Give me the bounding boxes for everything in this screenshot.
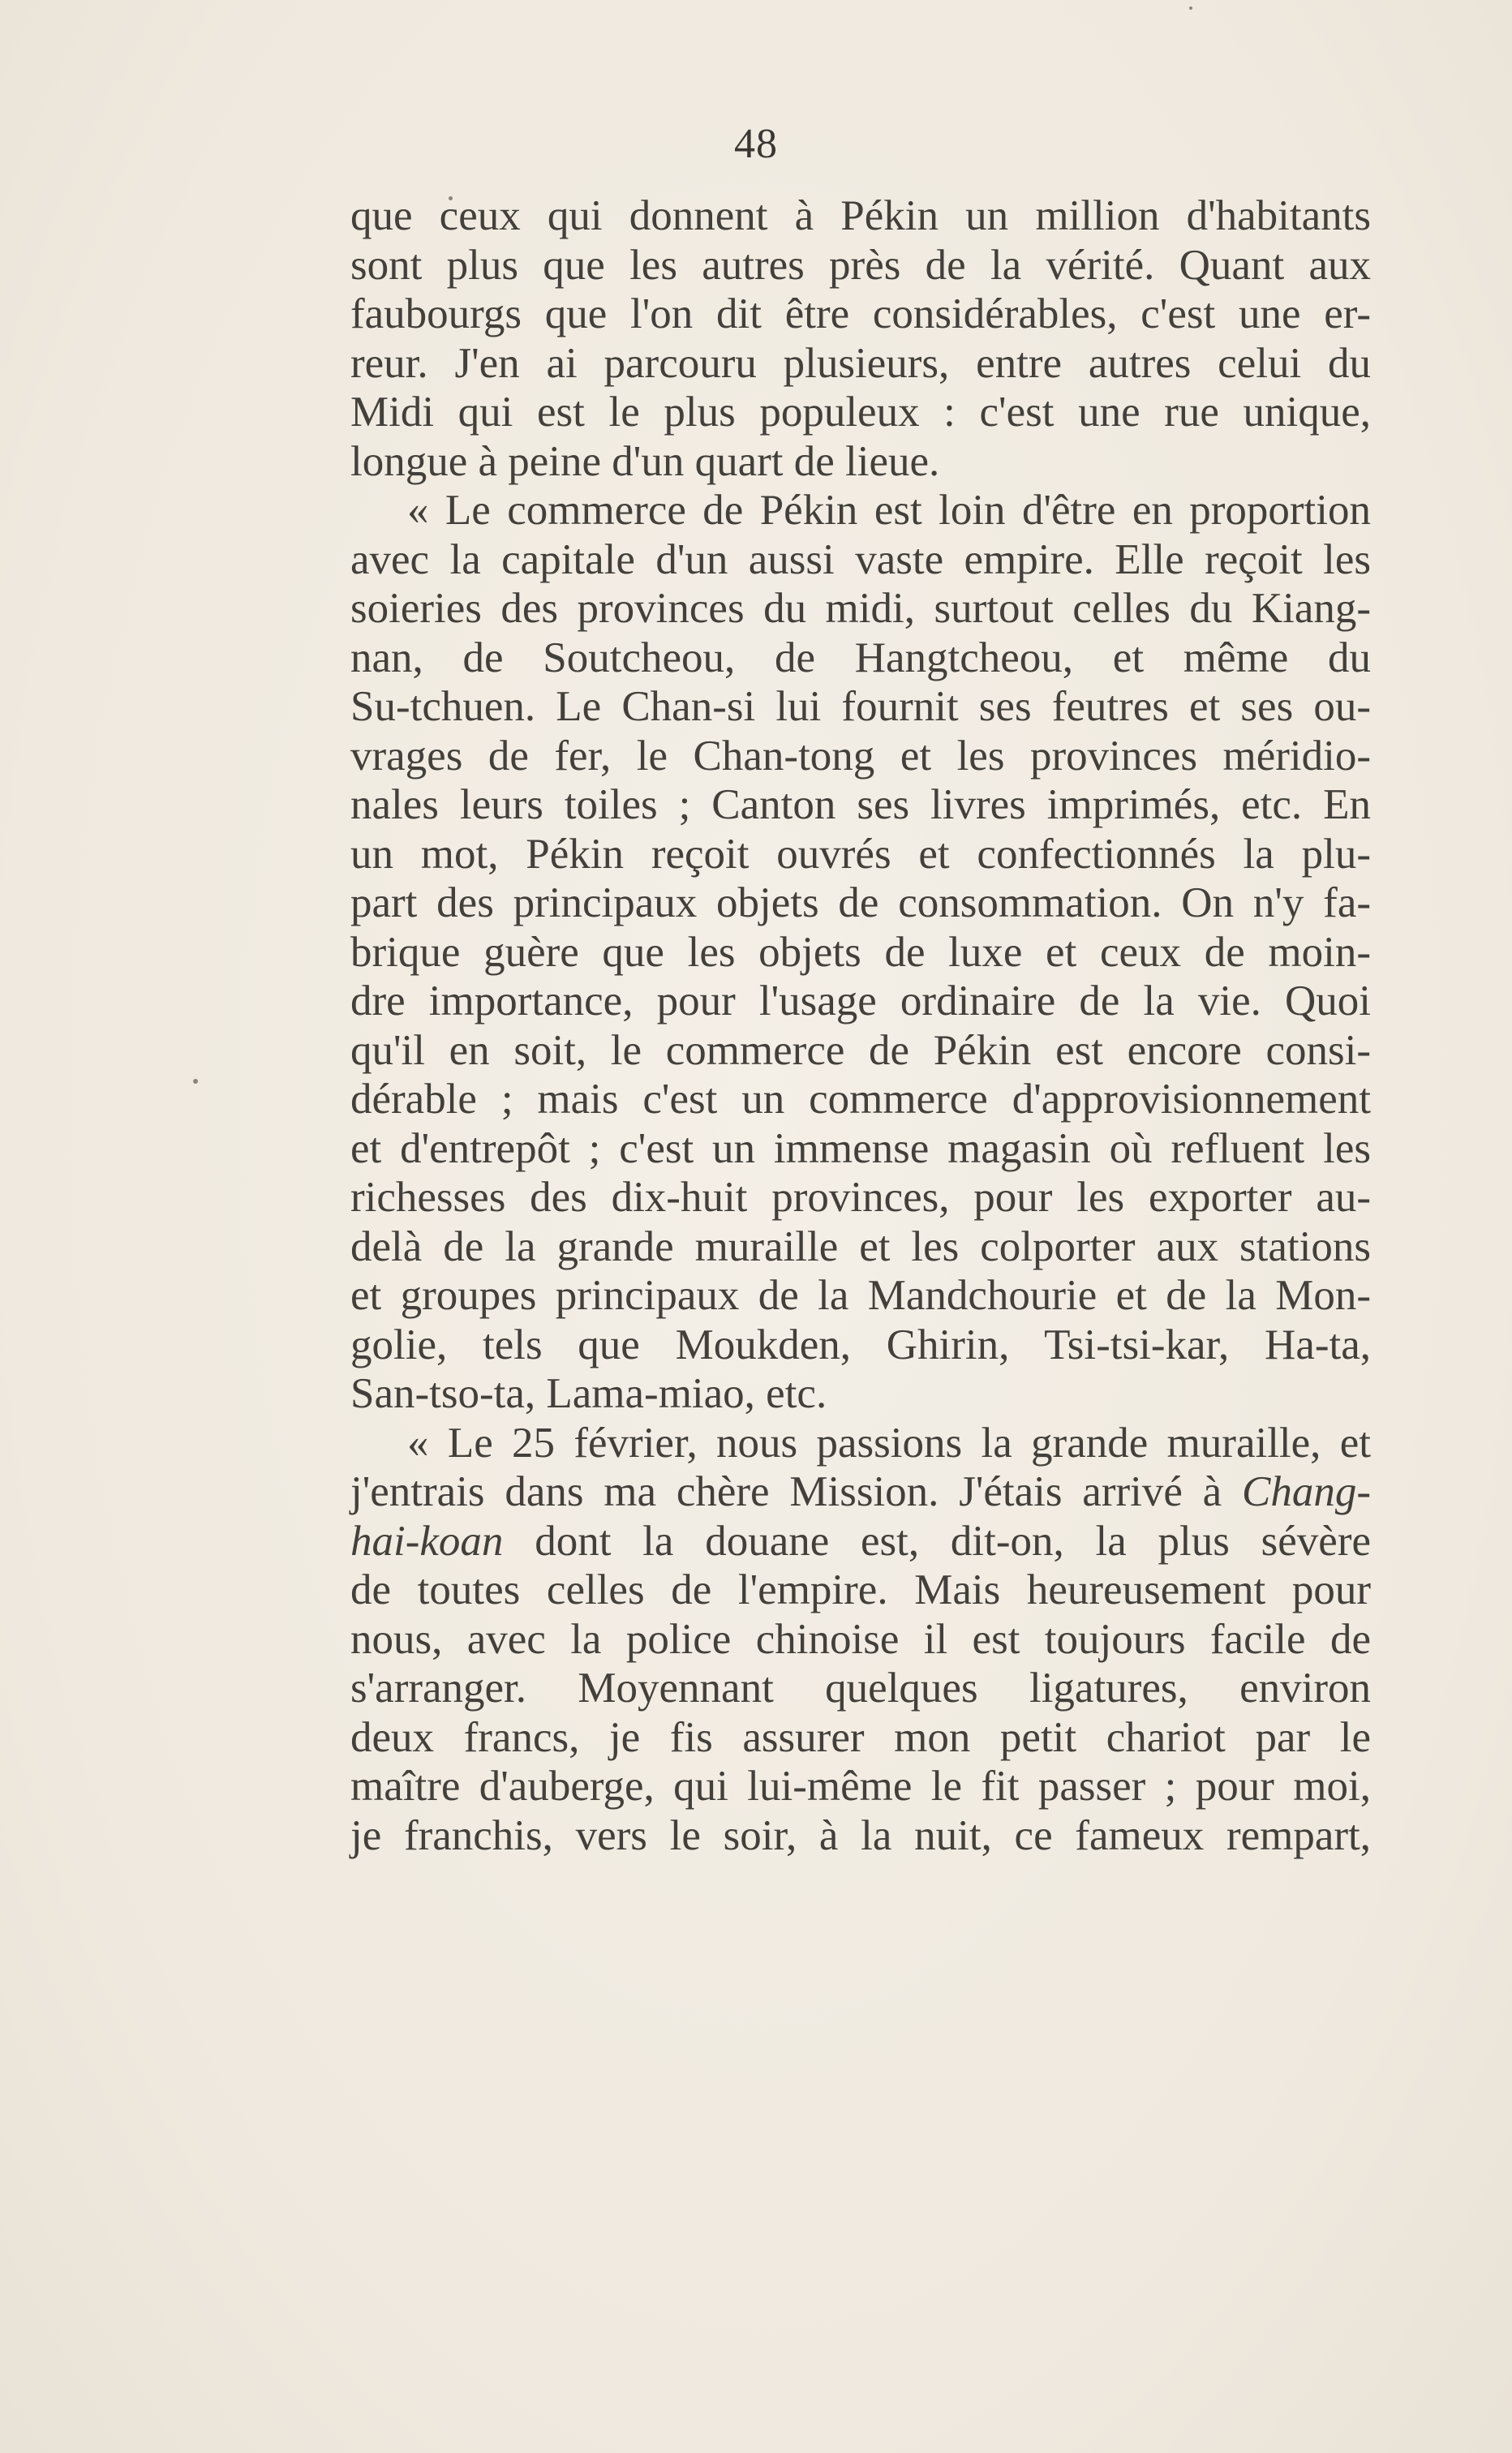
- text-line: Midi qui est le plus populeux : c'est une rue unique,: [350, 389, 1371, 436]
- text-line: un mot, Pékin reçoit ouvrés et confectionnés la plu-: [350, 830, 1371, 878]
- text-line: reur. J'en ai parcouru plusieurs, entre autres celui du: [350, 339, 1371, 387]
- text-line: sont plus que les autres près de la vérité. Quant aux: [350, 241, 1371, 289]
- text-line: maître d'auberge, qui lui-même le fit passer ; pour moi,: [350, 1763, 1371, 1810]
- text-line: longue à peine d'un quart de lieue.: [350, 437, 940, 485]
- text-line: s'arranger. Moyennant quelques ligatures, environ: [350, 1665, 1371, 1712]
- body-text: [350, 191, 1371, 1860]
- text-line: soieries des provinces du midi, surtout celles du Kiang-: [350, 585, 1371, 632]
- text-line: et groupes principaux de la Mandchourie et de la Mon-: [350, 1272, 1371, 1319]
- place-name-italic: Chang-: [1242, 1468, 1371, 1515]
- text-line: nan, de Soutcheou, de Hangtcheou, et même du: [350, 634, 1371, 681]
- text-line: vrages de fer, le Chan-tong et les provinces méridio-: [350, 732, 1371, 780]
- text-line: dérable ; mais c'est un commerce d'approvisionnement: [350, 1076, 1371, 1123]
- ink-speck: [1189, 6, 1192, 10]
- text-segment: j'entrais dans ma chère Mission. J'étais arrivé à: [350, 1468, 1222, 1515]
- text-line: nous, avec la police chinoise il est toujours facile de: [350, 1615, 1371, 1663]
- text-line: [350, 1467, 1371, 1517]
- text-line: dre importance, pour l'usage ordinaire de la vie. Quoi: [350, 977, 1371, 1025]
- text-line: et d'entrepôt ; c'est un immense magasin où refluent les: [350, 1124, 1371, 1172]
- text-line: que ceux qui donnent à Pékin un million d'habitants: [350, 192, 1371, 239]
- text-line: deux francs, je fis assurer mon petit chariot par le: [350, 1713, 1371, 1761]
- text-line: qu'il en soit, le commerce de Pékin est encore consi-: [350, 1026, 1371, 1074]
- text-line: golie, tels que Moukden, Ghirin, Tsi-tsi-kar, Ha-ta,: [350, 1321, 1371, 1368]
- text-line: San-tso-ta, Lama-miao, etc.: [350, 1370, 827, 1417]
- text-line: Su-tchuen. Le Chan-si lui fournit ses feutres et ses ou-: [350, 683, 1371, 730]
- text-segment: dont la douane est, dit-on, la plus sévère: [535, 1517, 1372, 1565]
- page-number: 48: [734, 121, 778, 167]
- text-line: nales leurs toiles ; Canton ses livres imprimés, etc. En: [350, 781, 1371, 828]
- ink-speck: [193, 1079, 198, 1084]
- text-line: « Le commerce de Pékin est loin d'être en proportion: [407, 487, 1371, 534]
- text-line: brique guère que les objets de luxe et ceux de moin-: [350, 928, 1371, 976]
- text-line: [350, 1517, 1371, 1566]
- text-line: delà de la grande muraille et les colporter aux stations: [350, 1222, 1371, 1270]
- text-line: richesses des dix-huit provinces, pour les exporter au-: [350, 1174, 1371, 1221]
- text-line: faubourgs que l'on dit être considérables, c'est une er-: [350, 290, 1371, 337]
- place-name-italic: hai-koan: [350, 1517, 504, 1565]
- text-line: part des principaux objets de consommation. On n'y fa-: [350, 879, 1371, 926]
- text-line: de toutes celles de l'empire. Mais heureusement pour: [350, 1566, 1371, 1613]
- text-line: je franchis, vers le soir, à la nuit, ce fameux rempart,: [350, 1811, 1371, 1859]
- text-line: avec la capitale d'un aussi vaste empire. Elle reçoit les: [350, 535, 1371, 583]
- text-line: « Le 25 février, nous passions la grande muraille, et: [407, 1419, 1371, 1467]
